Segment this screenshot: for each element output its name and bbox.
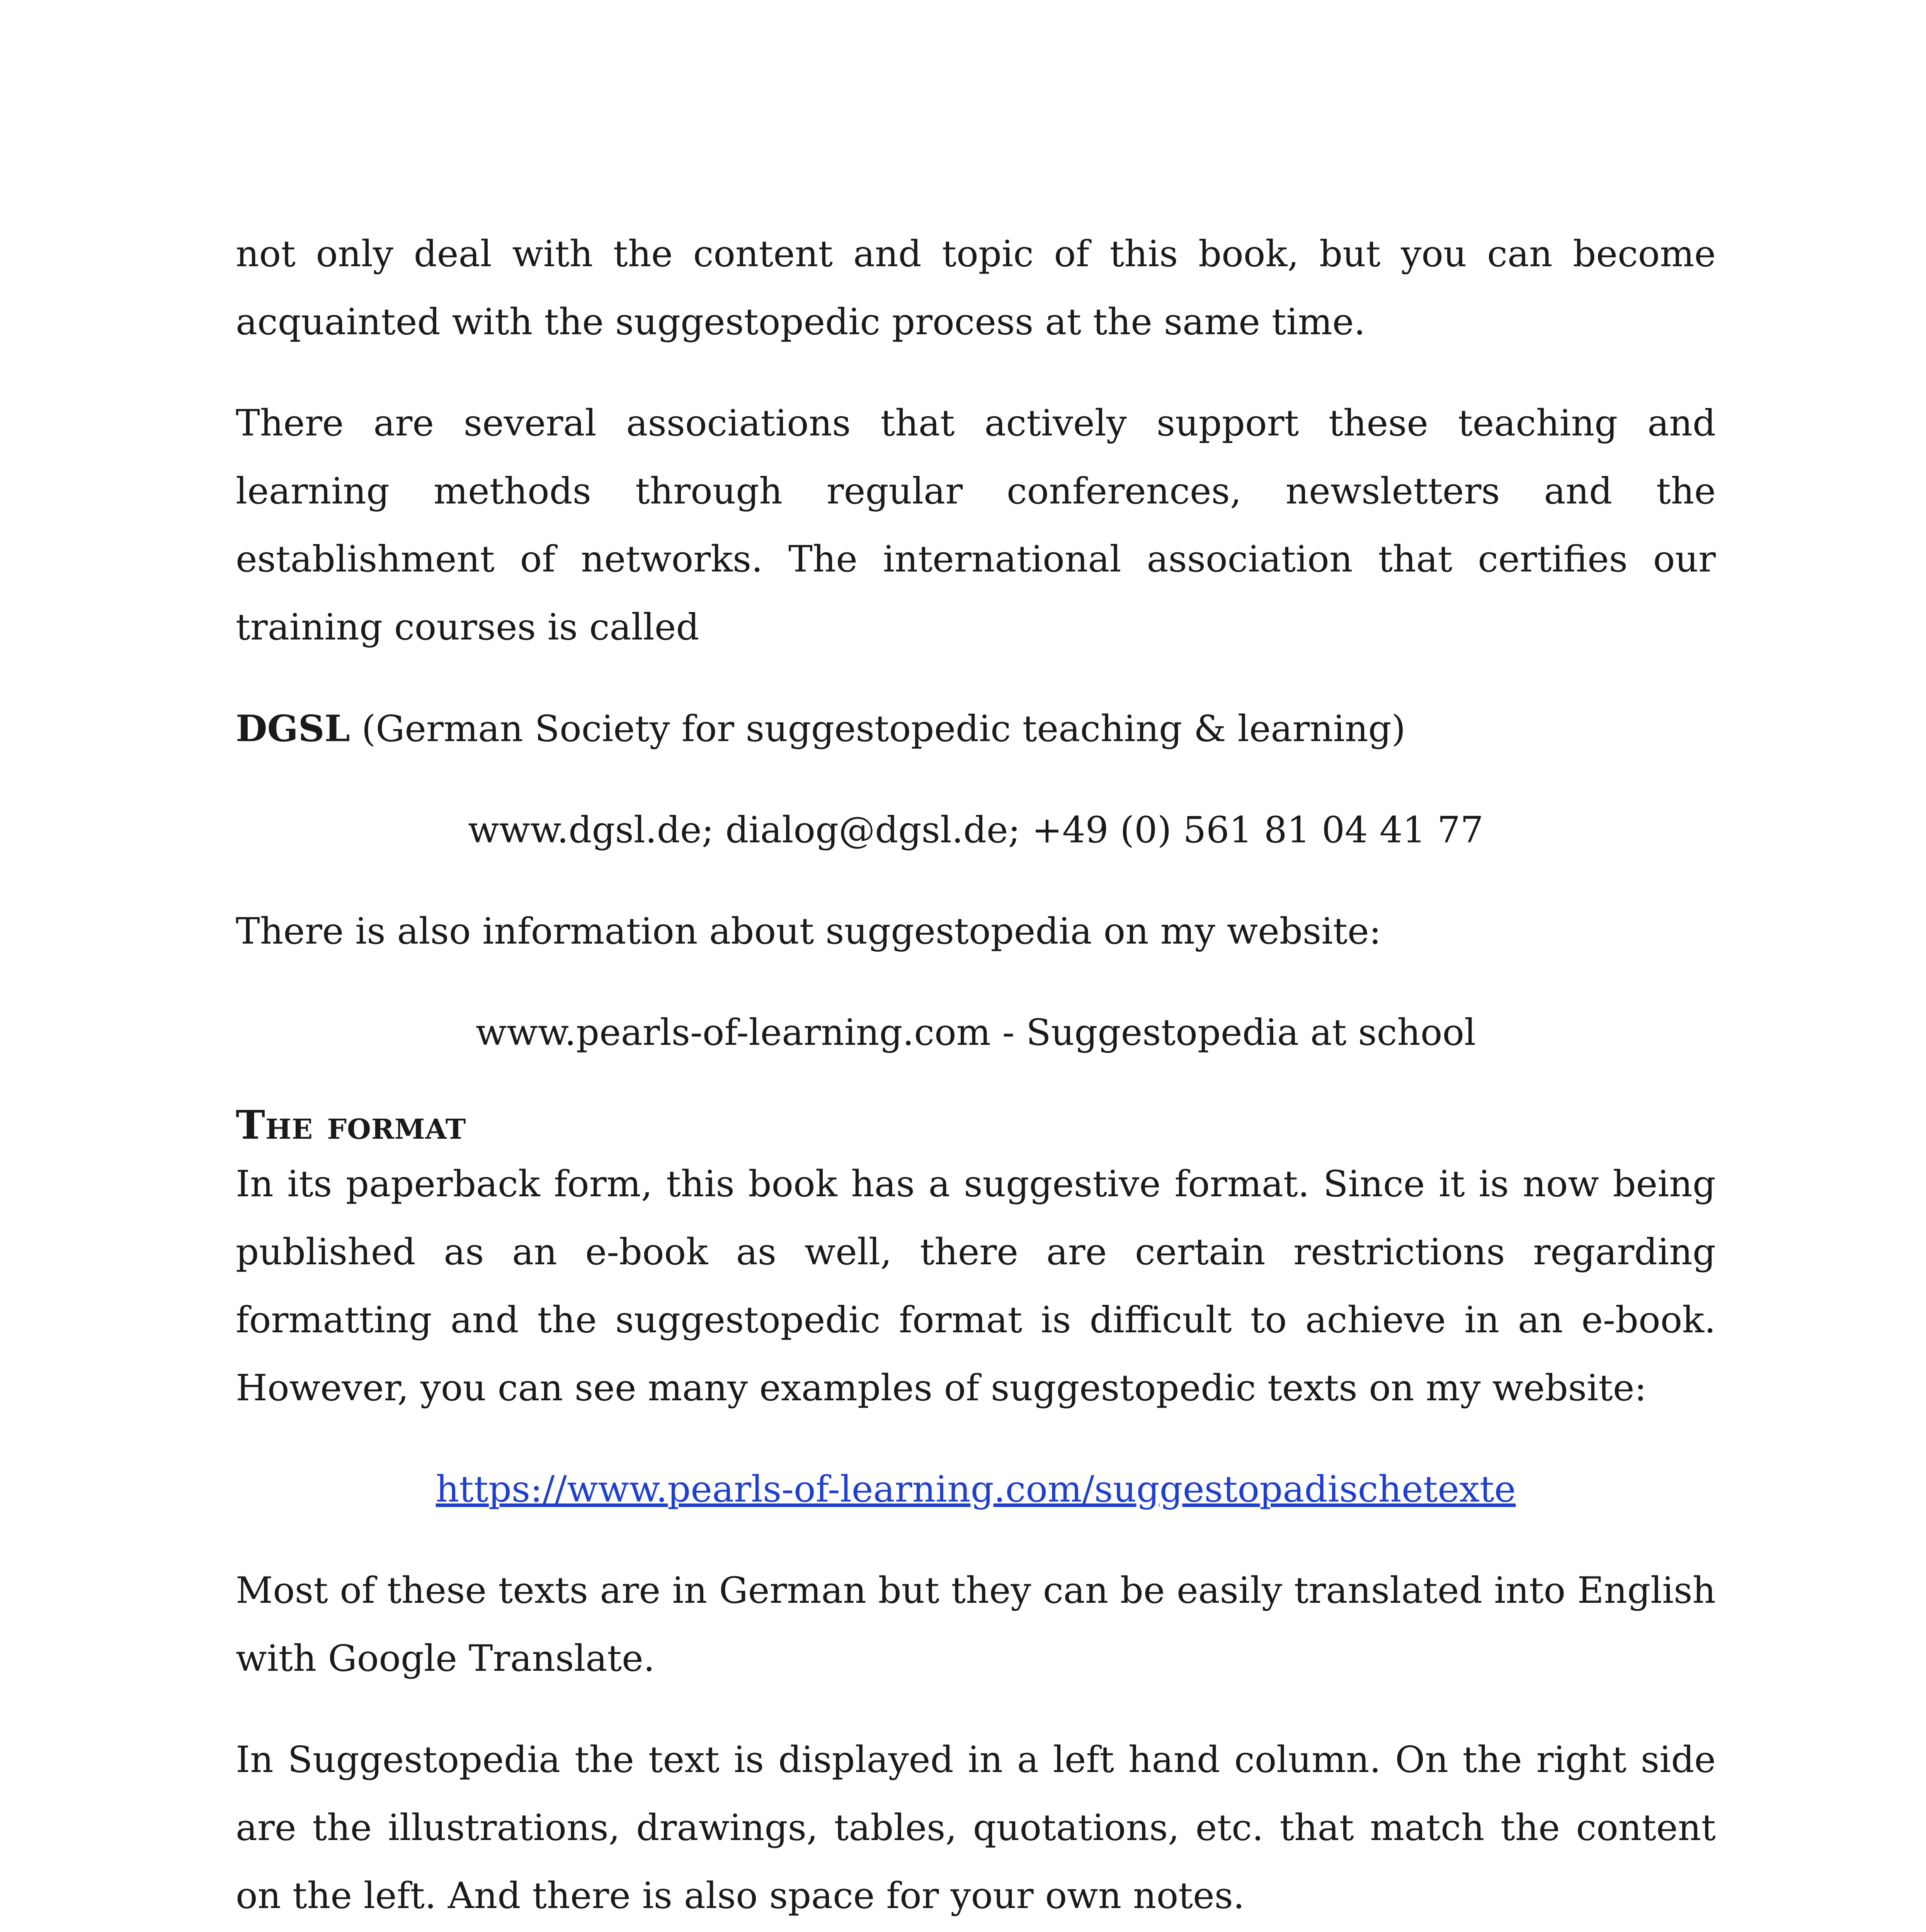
paragraph-german-texts: Most of these texts are in German but they can be easily translated into English with Google Translate. xyxy=(236,1570,1716,1680)
paragraph-left-column: In Suggestopedia the text is displayed in a left hand column. On the right side are the illustrations, drawings, tables, quotations, etc. that match the content on the left. And there is also space for your own notes. xyxy=(236,1739,1716,1917)
website-line: www.pearls-of-learning.com - Suggestopedia at school xyxy=(475,1012,1476,1054)
paragraph-associations: There are several associations that actively support these teaching and learning methods through regular conferences, newsletters and the establishment of networks. The international association that certifies our training courses is called xyxy=(236,402,1716,648)
link-paragraph xyxy=(236,1456,1716,1524)
dgsl-contact: www.dgsl.de; dialog@dgsl.de; +49 (0) 561 81 04 41 77 xyxy=(468,809,1484,851)
page-content xyxy=(236,220,1716,1932)
paragraph-website-info: There is also information about suggestopedia on my website: xyxy=(236,910,1382,952)
dgsl-abbreviation: DGSL xyxy=(236,707,350,750)
suggestopedic-texts-link[interactable]: https://www.pearls-of-learning.com/suggestopadischetexte xyxy=(436,1468,1516,1510)
paragraph-paperback: In its paperback form, this book has a suggestive format. Since it is now being published as an e-book as well, there are certain restrictions regarding formatting and the suggestopedic format is difficult to achieve in an e-book. However, you can see many examples of suggestopedic texts on my website: xyxy=(236,1163,1716,1409)
dgsl-description: (German Society for suggestopedic teaching & learning) xyxy=(350,708,1406,750)
paragraph-dgsl xyxy=(236,695,1716,763)
section-heading-format: The format xyxy=(236,1102,466,1148)
paragraph-intro: not only deal with the content and topic of this book, but you can become acquainted with the suggestopedic process at the same time. xyxy=(236,233,1716,343)
